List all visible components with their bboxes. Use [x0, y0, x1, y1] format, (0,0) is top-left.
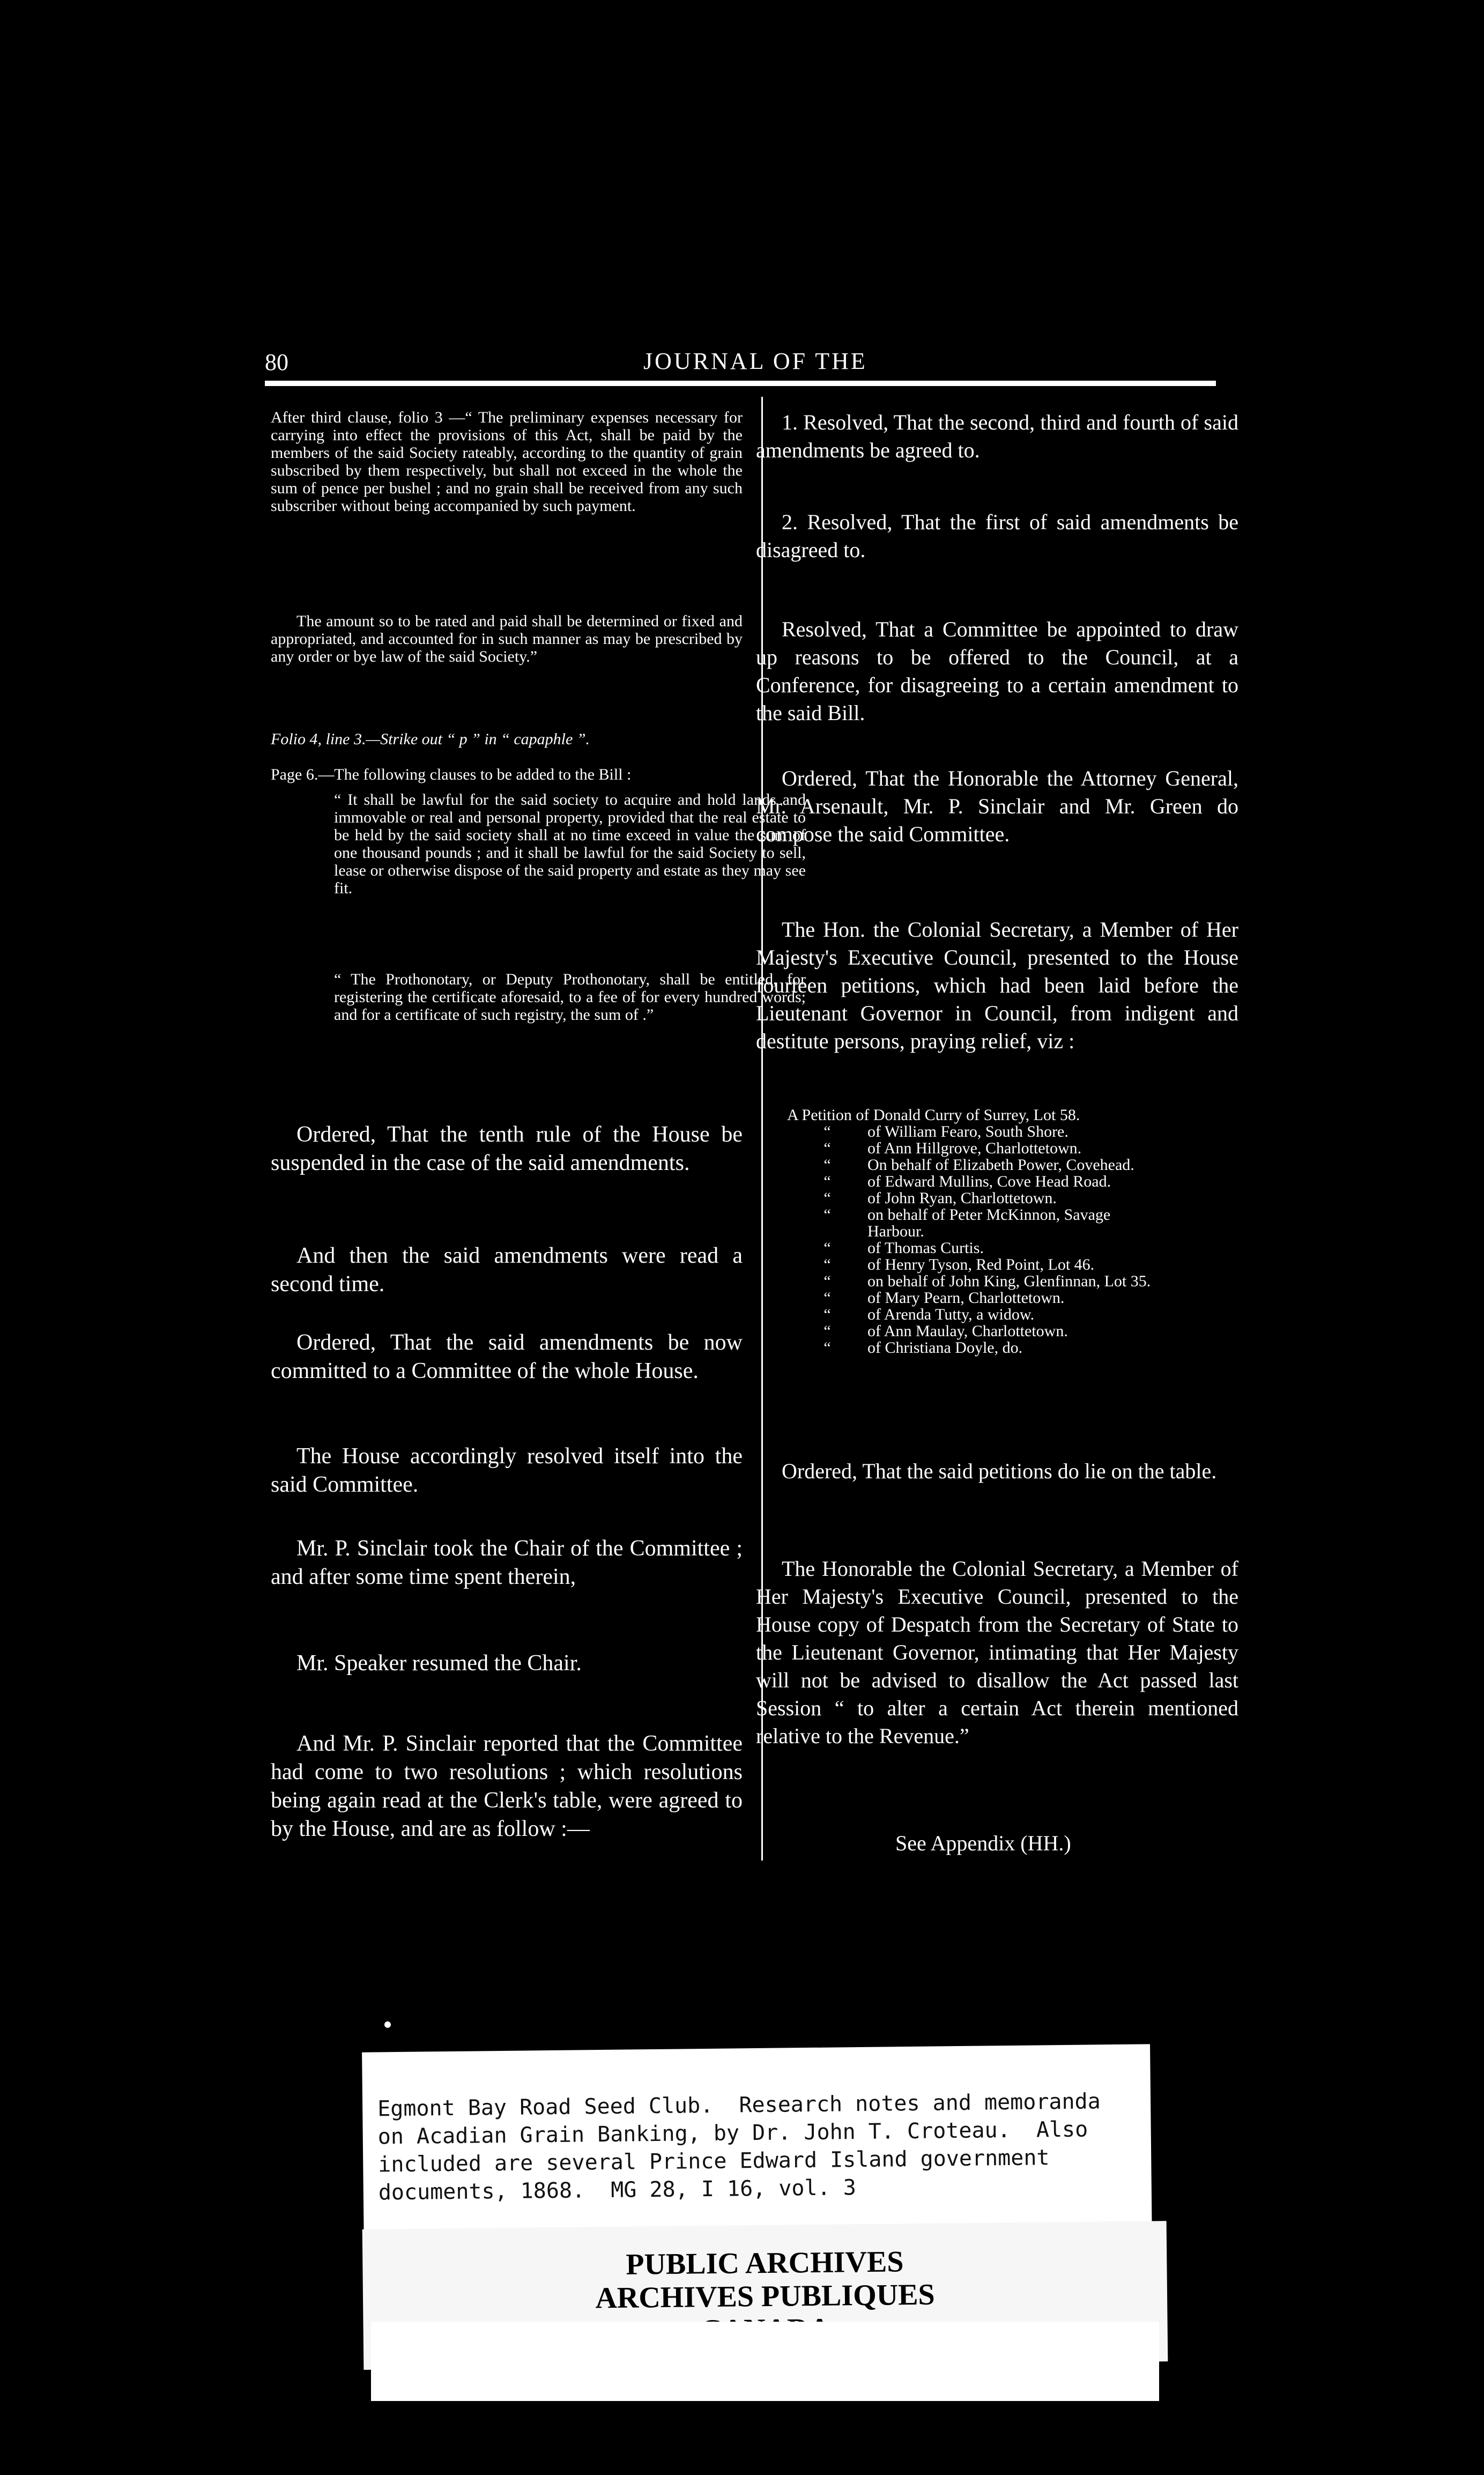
petition-item: “ on behalf of John King, Glenfinnan, Lot 35. [823, 1272, 1151, 1290]
sinclair-report: And Mr. P. Sinclair reported that the Committee had come to two resolutions ; which resolutions being again read at the Clerk's table, were agreed to by the House, and are as follow :— [271, 1731, 743, 1841]
petition-intro: A Petition of Donald Curry of Surrey, Lot 58. [787, 1106, 1080, 1124]
petition-item: “ of Arenda Tutty, a widow. [823, 1306, 1035, 1323]
house-resolved: The House accordingly resolved itself into the said Committee. [271, 1444, 743, 1497]
petition-item: “ of William Fearo, South Shore. [823, 1123, 1069, 1140]
speck-mark [384, 2021, 391, 2028]
petition-list [787, 1107, 1248, 1356]
petition-item: “ of Henry Tyson, Red Point, Lot 46. [823, 1256, 1095, 1273]
amendment-note-4: Page 6.—The following clauses to be added to the Bill : [271, 766, 632, 783]
amendment-note-3: Folio 4, line 3.—Strike out “ p ” in “ capaphle ”. [271, 730, 590, 748]
petition-item: “ on behalf of Peter McKinnon, Savage [823, 1206, 1111, 1224]
ordered-committee-members: Ordered, That the Honorable the Attorney General, Mr. Arsenault, Mr. P. Sinclair and Mr. Green do compose the said Committee. [756, 766, 1238, 846]
stamp-line-2: ARCHIVES PUBLIQUES [595, 2278, 935, 2315]
amendment-note-5: “ It shall be lawful for the said society to acquire and hold lands and immovable or real and personal property, provided that the real estate to be held by the said society shall at no time exceed in value the sum of one thousand pounds ; and it shall be lawful for the said Society to sell, lease or otherwise dispose of the said property and estate as they may see fit. [334, 791, 806, 897]
amendment-note-2: The amount so to be rated and paid shall be determined or fixed and appropriated, and accounted for in such manner as may be prescribed by any order or bye law of the said Society.” [271, 612, 743, 665]
stamp-line-1: PUBLIC ARCHIVES [625, 2245, 904, 2281]
petition-item: “ of Thomas Curtis. [823, 1239, 984, 1257]
sinclair-chair: Mr. P. Sinclair took the Chair of the Committee ; and after some time spent therein, [271, 1536, 743, 1589]
appendix-reference: See Appendix (HH.) [895, 1831, 1071, 1855]
petition-item: “ of Mary Pearn, Charlottetown. [823, 1289, 1065, 1307]
petition-item: Harbour. [867, 1222, 924, 1240]
petition-item: “ of Christiana Doyle, do. [823, 1339, 1023, 1357]
petition-item: “ of Edward Mullins, Cove Head Road. [823, 1173, 1111, 1190]
amendment-note-6: “ The Prothonotary, or Deputy Prothonotary, shall be entitled, for registering the certificate aforesaid, to a fee of for every hundred words; and for a certificate of such registry, the sum of .” [334, 970, 806, 1024]
amendment-note-1: After third clause, folio 3 —“ The preliminary expenses necessary for carrying into effect the provisions of this Act, shall be paid by the members of the said Society rateably, according to the quantity of grain subscribed by them respectively, but shall not exceed in the whole the sum of pence per bushel ; and no grain shall be received from any such subscriber without being accompanied by such payment. [271, 409, 743, 515]
page-number: 80 [265, 349, 288, 375]
archive-label-text: Egmont Bay Road Seed Club. Research notes and memoranda on Acadian Grain Banking, by Dr. John T. Croteau. Also included are several Prince Edward Island government documents, 1868. MG 28, I 16, vol. 3 [377, 2089, 1101, 2205]
speaker-resumed: Mr. Speaker resumed the Chair. [296, 1651, 582, 1676]
resolution-1: 1. Resolved, That the second, third and fourth of said amendments be agreed to. [756, 410, 1238, 462]
ordered-committee: Ordered, That the said amendments be now committed to a Committee of the whole House. [271, 1330, 743, 1383]
petition-item: “ On behalf of Elizabeth Power, Covehead. [823, 1156, 1134, 1174]
ordered-tenth-rule: Ordered, That the tenth rule of the House be suspended in the case of the said amendments. [271, 1122, 743, 1175]
resolution-committee: Resolved, That a Committee be appointed to draw up reasons to be offered to the Council, at a Conference, for disagreeing to a certain amendment to the said Bill. [756, 617, 1238, 725]
petition-item: “ of John Ryan, Charlottetown. [823, 1189, 1057, 1207]
amendments-second-reading: And then the said amendments were read a second time. [271, 1243, 743, 1296]
colonial-secretary-despatch: The Honorable the Colonial Secretary, a Member of Her Majesty's Executive Council, presented to the House copy of Despatch from the Secretary of State to the Lieutenant Governor, intimating that Her Majesty will not be advised to disallow the Act passed last Session “ to alter a certain Act therein mentioned relative to the Revenue.” [756, 1557, 1238, 1748]
running-head: JOURNAL OF THE [643, 348, 867, 374]
petition-item: “ of Ann Hillgrove, Charlottetown. [823, 1139, 1082, 1157]
label-bottom-strip [371, 2322, 1159, 2401]
resolution-2: 2. Resolved, That the first of said amendments be disagreed to. [756, 510, 1238, 562]
header-rule [265, 381, 1216, 386]
petition-item: “ of Ann Maulay, Charlottetown. [823, 1322, 1068, 1340]
ordered-petitions-lie: Ordered, That the said petitions do lie on the table. [782, 1459, 1217, 1483]
colonial-secretary-petitions: The Hon. the Colonial Secretary, a Member of Her Majesty's Executive Council, presented to the House fourteen petitions, which had been laid before the Lieutenant Governor in Council, from indigent and destitute persons, praying relief, viz : [756, 917, 1238, 1053]
